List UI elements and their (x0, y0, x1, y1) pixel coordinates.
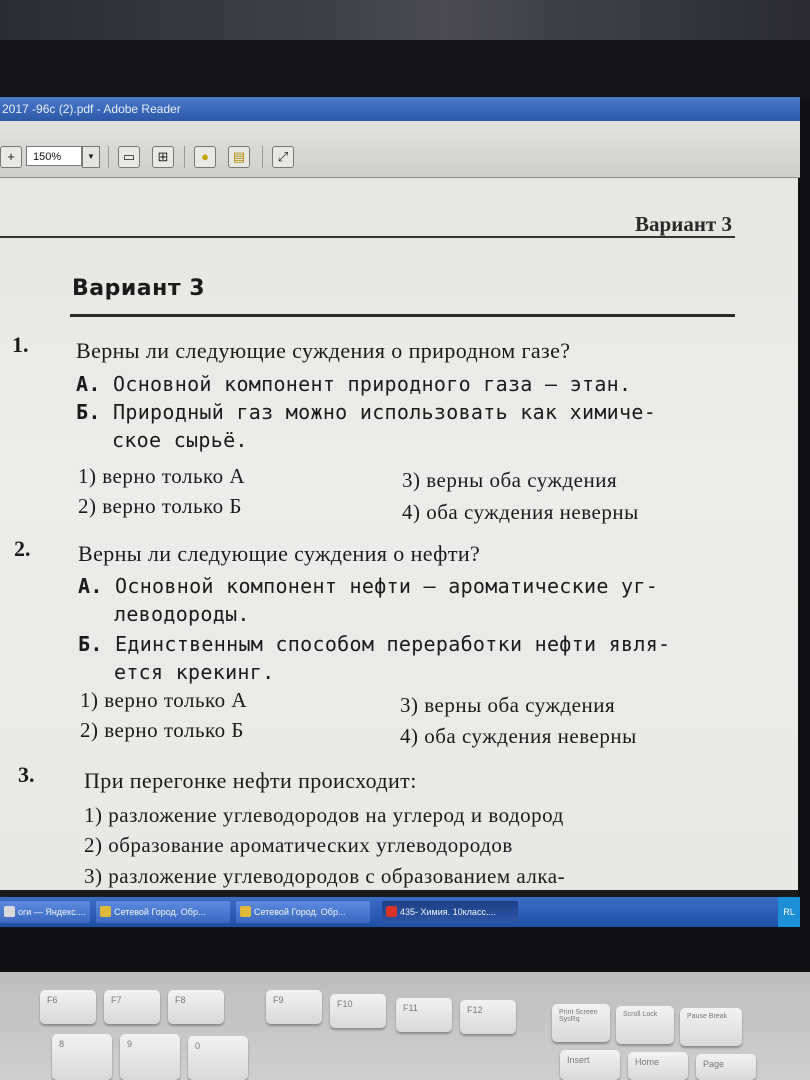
chevron-down-icon: ▼ (87, 152, 95, 161)
key-home: Home (628, 1052, 688, 1080)
fit-page-button[interactable] (118, 146, 140, 168)
speech-bubble-icon: ● (201, 149, 209, 164)
expand-icon: ⤢ (277, 149, 289, 164)
answer-option: 4) оба суждения неверны (400, 724, 637, 748)
background-room (0, 0, 810, 40)
fit-page-icon: ▭ (122, 149, 136, 164)
fit-width-icon: ⊞ (157, 149, 169, 164)
key-insert: Insert (560, 1050, 620, 1080)
question-text: Верны ли следующие суждения о природном газе? (76, 338, 571, 363)
key-f9: F9 (266, 990, 322, 1024)
answer-option: 3) разложение углеводородов с образованием алка- (84, 864, 566, 888)
page-header-variant: Вариант 3 (635, 212, 732, 236)
question-number: 3. (18, 762, 35, 787)
window-title-bar[interactable] (0, 97, 800, 121)
zoom-in-button[interactable] (0, 146, 22, 168)
key-f7: F7 (104, 990, 160, 1024)
key-pause-break: Pause Break (680, 1008, 742, 1046)
key-f6: F6 (40, 990, 96, 1024)
toolbar-divider (262, 146, 263, 168)
question-number: 1. (12, 332, 29, 357)
section-title: Вариант 3 (72, 276, 206, 301)
statement-a-continuation: леводороды. (114, 602, 250, 626)
statement-b-continuation: ется крекинг. (114, 660, 275, 684)
plus-icon: + (7, 149, 15, 164)
key-f8: F8 (168, 990, 224, 1024)
taskbar-item-setevoy-gorod-2[interactable]: Сетевой Город. Обр... (236, 901, 370, 923)
pdf-icon (386, 906, 397, 917)
toolbar-divider (184, 146, 185, 168)
answer-option: 2) образование ароматических углеводородов (84, 833, 513, 857)
question-text: При перегонке нефти происходит: (84, 768, 417, 793)
key-page-up: Page (696, 1054, 756, 1080)
statement-b-continuation: ское сырьё. (112, 428, 248, 452)
zoom-dropdown-button[interactable] (82, 146, 100, 168)
key-print-screen: Print Screen SysRq (552, 1004, 610, 1042)
answer-option: 2) верно только Б (78, 494, 242, 518)
header-rule (0, 236, 735, 238)
highlight-button[interactable] (228, 146, 250, 168)
key-8: 8 (52, 1034, 112, 1080)
answer-option: 3) верны оба суждения (400, 693, 616, 717)
reader-toolbar (0, 121, 800, 178)
taskbar-item-setevoy-gorod-1[interactable]: Сетевой Город. Обр... (96, 901, 230, 923)
key-f12: F12 (460, 1000, 516, 1034)
answer-option: 1) разложение углеводородов на углерод и водород (84, 803, 564, 827)
full-screen-button[interactable] (272, 146, 294, 168)
yandex-browser-icon (100, 906, 111, 917)
taskbar-item-pdf-reader[interactable]: 435- Химия. 10класс.... (382, 901, 518, 923)
keyboard (0, 972, 810, 1080)
zoom-input[interactable]: 150% (26, 146, 82, 166)
key-0: 0 (188, 1036, 248, 1080)
key-9: 9 (120, 1034, 180, 1080)
question-text: Верны ли следующие суждения о нефти? (78, 541, 481, 566)
key-f10: F10 (330, 994, 386, 1028)
answer-option: 3) верны оба суждения (402, 468, 618, 492)
taskbar-item-browser[interactable]: оги — Яндекс.... (0, 901, 90, 923)
comment-button[interactable] (194, 146, 216, 168)
window-title: 2017 -96с (2).pdf - Adobe Reader (2, 102, 181, 116)
windows-taskbar (0, 897, 800, 927)
monitor-bezel-top (0, 40, 810, 98)
statement-b: Б. Единственным способом переработки нефти явля- (78, 632, 671, 656)
answer-option: 1) верно только А (80, 688, 248, 712)
system-tray[interactable]: RL (778, 897, 800, 927)
fit-width-button[interactable] (152, 146, 174, 168)
question-number: 2. (14, 536, 31, 561)
browser-icon (4, 906, 15, 917)
toolbar-divider (108, 146, 109, 168)
answer-option: 1) верно только А (78, 464, 246, 488)
monitor-bezel-right (798, 98, 810, 948)
answer-option: 2) верно только Б (80, 718, 244, 742)
statement-b: Б. Природный газ можно использовать как химиче- (76, 400, 657, 424)
key-scroll-lock: Scroll Lock (616, 1006, 674, 1044)
highlight-icon: ▤ (232, 149, 246, 164)
answer-option: 4) оба суждения неверны (402, 500, 639, 524)
statement-a: А. Основной компонент природного газа — этан. (76, 372, 632, 396)
key-f11: F11 (396, 998, 452, 1032)
yandex-browser-icon (240, 906, 251, 917)
pdf-page (0, 178, 798, 890)
statement-a: А. Основной компонент нефти — ароматические уг- (78, 574, 659, 598)
section-rule (70, 314, 735, 317)
monitor-bezel-bottom (0, 927, 810, 972)
